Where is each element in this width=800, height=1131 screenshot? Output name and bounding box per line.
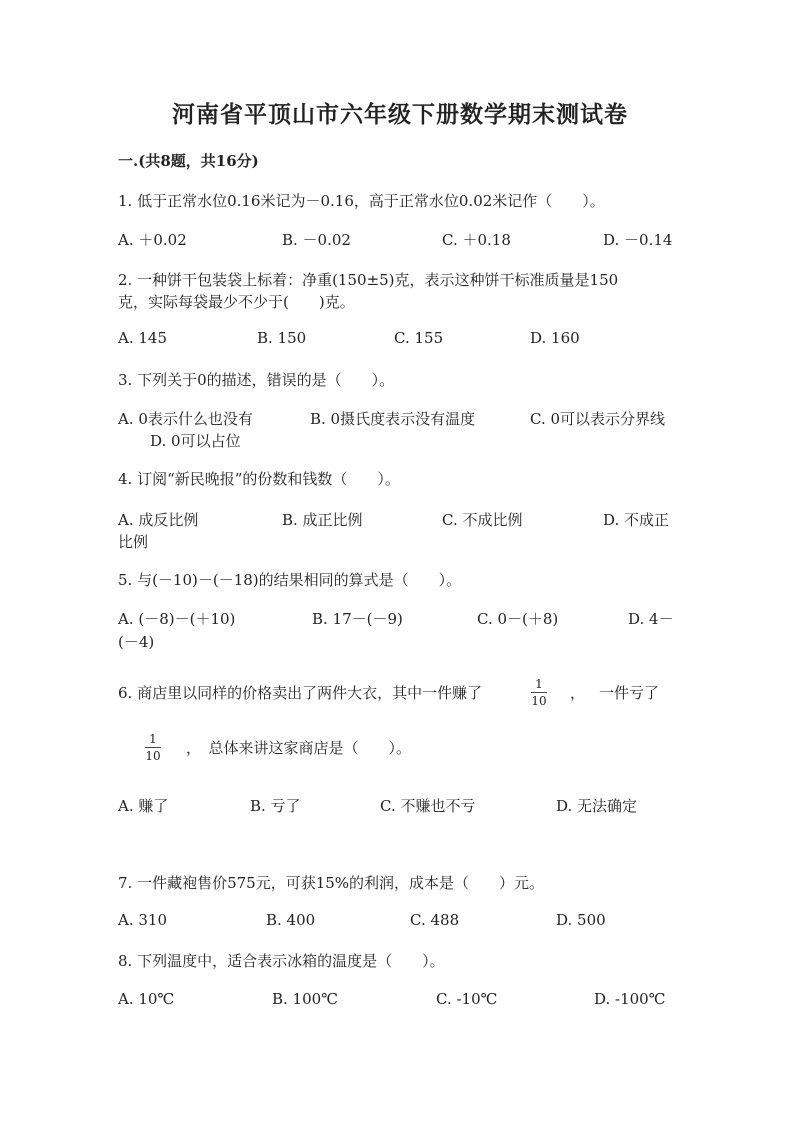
q8-option-b[interactable]: B. 100℃ xyxy=(272,990,338,1008)
fraction-bar xyxy=(145,747,161,748)
q7-option-b[interactable]: B. 400 xyxy=(266,911,316,929)
q8-option-a[interactable]: A. 10℃ xyxy=(118,990,175,1008)
q5-option-d-continued: (－4) xyxy=(118,633,155,651)
question-6-part-3: ， 总体来讲这家商店是（ ）。 xyxy=(186,739,412,757)
q4-option-d-continued: 比例 xyxy=(118,533,149,551)
q2-option-d[interactable]: D. 160 xyxy=(530,329,580,347)
q8-option-c[interactable]: C. -10℃ xyxy=(436,990,498,1008)
q2-option-c[interactable]: C. 155 xyxy=(394,329,444,347)
q5-option-b[interactable]: B. 17－(－9) xyxy=(312,610,403,628)
q4-option-b[interactable]: B. 成正比例 xyxy=(282,511,363,529)
q5-option-d[interactable]: D. 4－ xyxy=(628,610,674,628)
q7-option-d[interactable]: D. 500 xyxy=(556,911,606,929)
q3-option-d[interactable]: D. 0可以占位 xyxy=(150,432,241,450)
question-2-line-2: 克，实际每袋最少不少于( )克。 xyxy=(118,293,355,311)
q1-option-b[interactable]: B. －0.02 xyxy=(282,231,351,249)
question-6-part-1: 6. 商店里以同样的价格卖出了两件大衣，其中一件赚了 xyxy=(118,684,483,702)
fraction-one-tenth-2 xyxy=(145,732,161,763)
fraction-numerator: 1 xyxy=(535,677,543,691)
q8-option-d[interactable]: D. -100℃ xyxy=(594,990,666,1008)
q7-option-a[interactable]: A. 310 xyxy=(118,911,167,929)
q6-option-c[interactable]: C. 不赚也不亏 xyxy=(380,797,476,815)
question-1-text: 1. 低于正常水位0.16米记为－0.16，高于正常水位0.02米记作（ ）。 xyxy=(118,192,605,210)
q5-option-c[interactable]: C. 0－(＋8) xyxy=(477,610,559,628)
q6-option-d[interactable]: D. 无法确定 xyxy=(556,797,638,815)
fraction-bar xyxy=(531,692,547,693)
section-header: 一.(共8题，共16分) xyxy=(118,152,259,170)
q7-option-c[interactable]: C. 488 xyxy=(410,911,460,929)
question-4-text: 4. 订阅“新民晚报”的份数和钱数（ ）。 xyxy=(118,470,400,488)
fraction-numerator: 1 xyxy=(149,732,157,746)
fraction-denominator: 10 xyxy=(531,694,547,708)
q1-option-d[interactable]: D. －0.14 xyxy=(603,231,673,249)
question-2-line-1: 2. 一种饼干包装袋上标着：净重(150±5)克，表示这种饼干标准质量是150 xyxy=(118,271,619,289)
q3-option-c[interactable]: C. 0可以表示分界线 xyxy=(530,410,666,428)
q4-option-d[interactable]: D. 不成正 xyxy=(603,511,670,529)
fraction-denominator: 10 xyxy=(145,749,161,763)
q2-option-a[interactable]: A. 145 xyxy=(118,329,167,347)
question-8-text: 8. 下列温度中，适合表示冰箱的温度是（ ）。 xyxy=(118,952,445,970)
q6-option-a[interactable]: A. 赚了 xyxy=(118,797,169,815)
question-6-part-2: 一件亏了 xyxy=(599,684,660,702)
q4-option-c[interactable]: C. 不成比例 xyxy=(442,511,523,529)
q5-option-a[interactable]: A. (－8)－(＋10) xyxy=(118,610,236,628)
q1-option-a[interactable]: A. ＋0.02 xyxy=(118,231,187,249)
q3-option-b[interactable]: B. 0摄氏度表示没有温度 xyxy=(310,410,476,428)
q4-option-a[interactable]: A. 成反比例 xyxy=(118,511,199,529)
question-7-text: 7. 一件藏袍售价575元，可获15%的利润，成本是（ ）元。 xyxy=(118,874,545,892)
page-title: 河南省平顶山市六年级下册数学期末测试卷 xyxy=(172,101,628,128)
q3-option-a[interactable]: A. 0表示什么也没有 xyxy=(118,410,253,428)
q2-option-b[interactable]: B. 150 xyxy=(257,329,307,347)
question-5-text: 5. 与(－10)－(－18)的结果相同的算式是（ ）。 xyxy=(118,571,462,589)
fraction-one-tenth xyxy=(531,677,547,708)
q6-option-b[interactable]: B. 亏了 xyxy=(250,797,301,815)
question-6-comma: ， xyxy=(570,684,586,702)
q1-option-c[interactable]: C. ＋0.18 xyxy=(442,231,511,249)
question-3-text: 3. 下列关于0的描述，错误的是（ ）。 xyxy=(118,371,395,389)
